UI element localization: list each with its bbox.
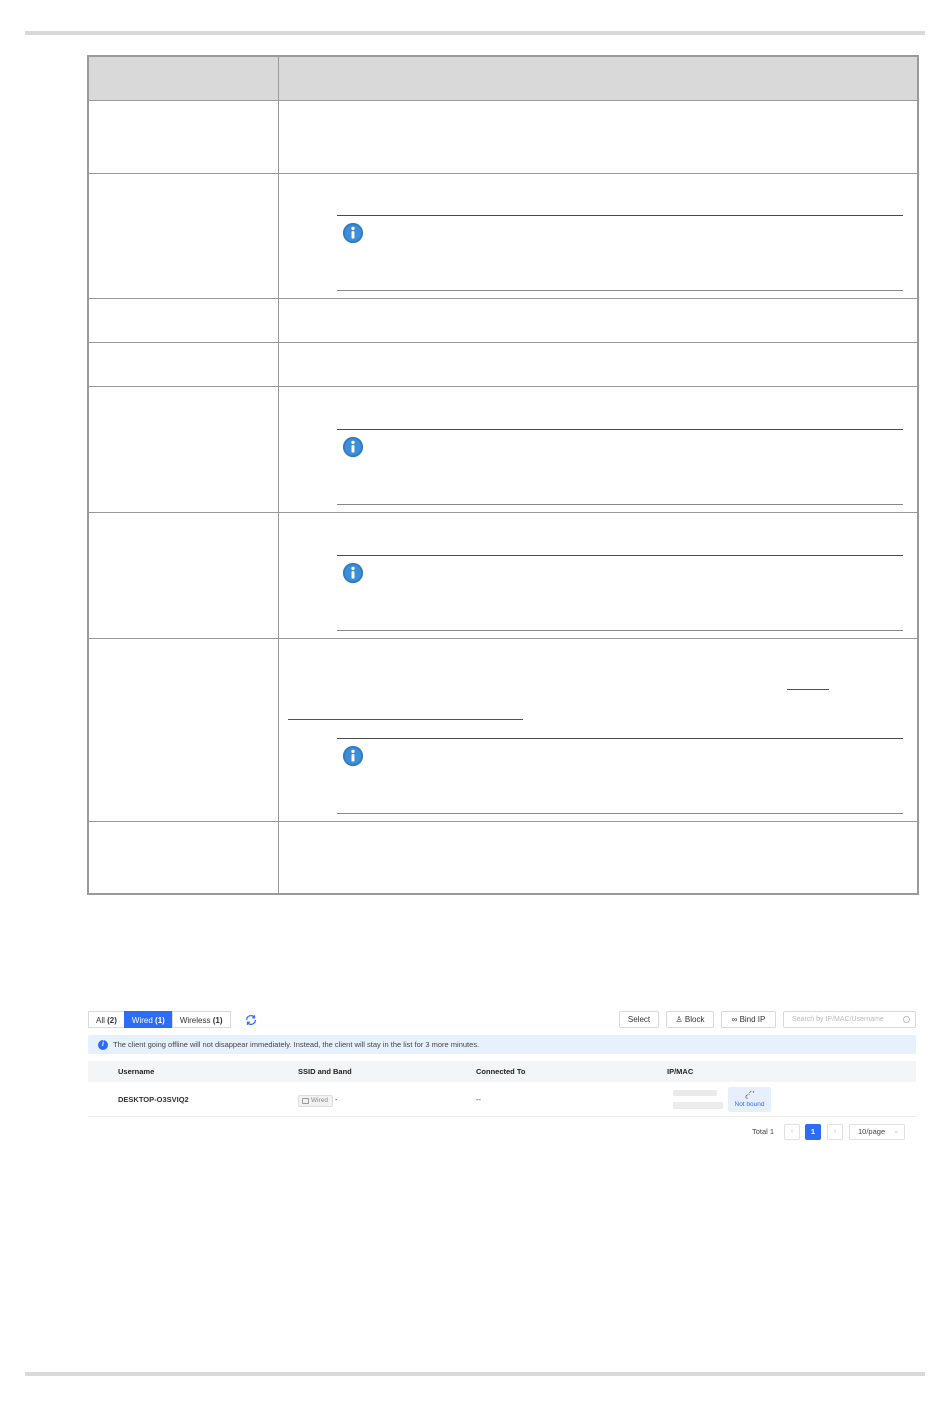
select-button-label: Select bbox=[627, 1015, 651, 1024]
table-row[interactable] bbox=[88, 1083, 916, 1117]
tab-all[interactable] bbox=[88, 1011, 125, 1028]
refresh-icon[interactable] bbox=[244, 1013, 258, 1027]
table-cell bbox=[89, 174, 279, 298]
search-icon[interactable] bbox=[903, 1016, 910, 1023]
reference-link[interactable] bbox=[288, 719, 523, 720]
username-cell: DESKTOP-O3SVIQ2 bbox=[118, 1095, 189, 1104]
table-cell bbox=[89, 299, 279, 342]
bind-status-label: Not bound bbox=[734, 1101, 765, 1108]
bind-status-button[interactable] bbox=[728, 1087, 771, 1112]
column-connected-to: Connected To bbox=[476, 1067, 526, 1076]
redacted-mac bbox=[673, 1102, 723, 1109]
client-list-panel bbox=[88, 1008, 916, 1148]
table-row bbox=[89, 638, 917, 821]
info-icon bbox=[342, 562, 364, 584]
next-page-button[interactable]: › bbox=[827, 1124, 843, 1140]
connected-to-cell: -- bbox=[476, 1095, 481, 1104]
current-page-button[interactable]: 1 bbox=[805, 1124, 821, 1140]
chevron-down-icon: ⌄ bbox=[893, 1128, 899, 1135]
table-cell bbox=[279, 639, 917, 821]
tab-label: Wireless bbox=[179, 1016, 211, 1025]
user-block-icon: ♙ bbox=[675, 1015, 683, 1024]
reference-link[interactable] bbox=[787, 689, 829, 690]
bind-ip-button[interactable] bbox=[721, 1011, 776, 1028]
band-cell: - bbox=[335, 1095, 338, 1104]
tab-wireless[interactable] bbox=[172, 1011, 231, 1028]
table-cell bbox=[89, 822, 279, 893]
note-box bbox=[337, 429, 903, 505]
page-bottom-rule bbox=[25, 1372, 925, 1376]
tab-count: (1) bbox=[212, 1016, 223, 1025]
table-cell bbox=[279, 513, 917, 638]
table-cell bbox=[89, 343, 279, 386]
pagination-total: Total 1 bbox=[752, 1127, 775, 1136]
column-ssid-band: SSID and Band bbox=[298, 1067, 352, 1076]
block-button-label: Block bbox=[684, 1015, 705, 1024]
unlink-icon bbox=[744, 1090, 755, 1099]
page-size-select[interactable] bbox=[849, 1124, 905, 1140]
table-cell bbox=[279, 822, 917, 893]
table-row bbox=[89, 386, 917, 512]
table-cell bbox=[89, 639, 279, 821]
link-icon: ∞ bbox=[731, 1015, 738, 1024]
page-size-value: 10/page bbox=[858, 1127, 886, 1136]
tab-count: (1) bbox=[155, 1016, 165, 1025]
table-cell bbox=[89, 101, 279, 173]
block-button[interactable] bbox=[666, 1011, 714, 1028]
redacted-ip bbox=[673, 1090, 717, 1096]
info-icon bbox=[342, 436, 364, 458]
prev-page-button[interactable]: ‹ bbox=[784, 1124, 800, 1140]
table-cell bbox=[279, 299, 917, 342]
search-placeholder: Search by IP/MAC/Username bbox=[792, 1016, 884, 1023]
table-row bbox=[89, 342, 917, 386]
note-box bbox=[337, 215, 903, 291]
parameter-table bbox=[87, 55, 919, 895]
header-cell-description bbox=[279, 57, 917, 100]
page-top-rule bbox=[25, 31, 925, 35]
note-box bbox=[337, 555, 903, 631]
table-row bbox=[89, 512, 917, 638]
table-row bbox=[89, 821, 917, 893]
table-header-row bbox=[89, 57, 917, 100]
tab-wired[interactable] bbox=[124, 1011, 173, 1028]
table-row bbox=[89, 100, 917, 173]
column-ip-mac: IP/MAC bbox=[667, 1067, 694, 1076]
info-icon bbox=[342, 222, 364, 244]
info-icon: i bbox=[98, 1040, 108, 1050]
network-type-label: Wired bbox=[311, 1097, 328, 1104]
search-input[interactable] bbox=[783, 1011, 916, 1028]
table-cell bbox=[279, 174, 917, 298]
info-icon bbox=[342, 745, 364, 767]
client-type-tabs bbox=[88, 1011, 230, 1029]
table-row bbox=[89, 173, 917, 298]
network-type-tag bbox=[298, 1095, 333, 1107]
table-cell bbox=[279, 387, 917, 512]
table-cell bbox=[89, 387, 279, 512]
column-username: Username bbox=[118, 1067, 155, 1076]
tab-label: Wired bbox=[131, 1016, 153, 1025]
bind-ip-button-label: Bind IP bbox=[739, 1015, 766, 1024]
tab-count: (2) bbox=[107, 1016, 117, 1025]
header-cell-parameter bbox=[89, 57, 279, 100]
table-cell bbox=[279, 343, 917, 386]
table-row bbox=[89, 298, 917, 342]
table-cell bbox=[89, 513, 279, 638]
notice-text: The client going offline will not disappear immediately. Instead, the client will stay in the list for 3 more minutes. bbox=[113, 1040, 480, 1049]
client-table-header bbox=[88, 1061, 916, 1082]
select-button[interactable] bbox=[619, 1011, 659, 1028]
note-box bbox=[337, 738, 903, 814]
table-cell bbox=[279, 101, 917, 173]
tab-label: All bbox=[96, 1016, 105, 1025]
offline-notice bbox=[88, 1035, 916, 1054]
